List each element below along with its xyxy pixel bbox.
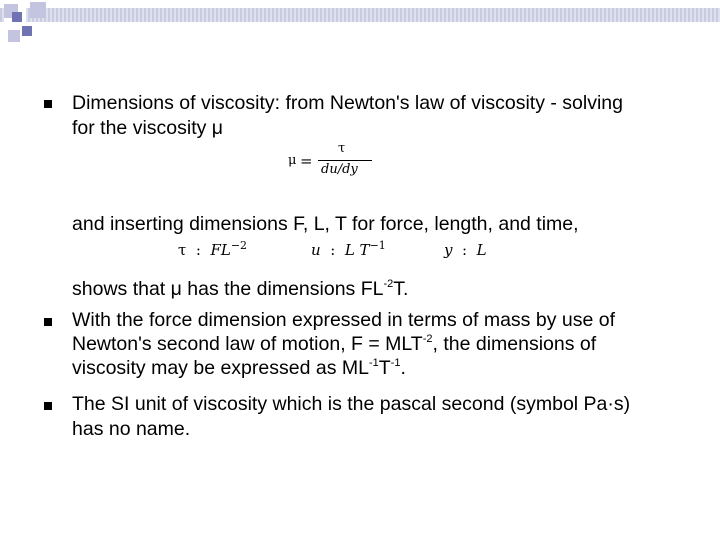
shows-that-exp: -2: [383, 277, 394, 290]
tau-colon: :: [195, 241, 201, 259]
shows-that-before: shows that μ has the dimensions FL: [72, 278, 384, 300]
tau-dimension: [178, 241, 247, 259]
u-symbol: u: [311, 241, 321, 259]
viscosity-expr-text: viscosity may be expressed as ML: [72, 357, 369, 379]
bullet-3-line-1: The SI unit of viscosity which is the pascal second (symbol Pa·s): [72, 393, 631, 415]
inserting-dimensions-text: and inserting dimensions F, L, T for force, length, and time,: [72, 213, 579, 235]
bullet-marker: [44, 100, 52, 108]
bullet-2-line-3: [72, 357, 406, 380]
bullet-1-line-2: for the viscosity μ: [72, 117, 224, 139]
denominator-text: du/dy: [321, 162, 358, 177]
equation-numerator: τ: [338, 141, 346, 156]
viscosity-exp-1: -1: [368, 356, 379, 369]
equation-denominator: [321, 162, 358, 177]
y-base: L: [476, 241, 487, 259]
bullet-3-line-2: has no name.: [72, 418, 191, 440]
u-colon: :: [330, 241, 336, 259]
y-symbol: y: [444, 241, 453, 259]
u-exp: −1: [369, 239, 386, 252]
tau-symbol: τ: [178, 241, 187, 259]
shows-that-text: [72, 278, 408, 301]
newton-exp: -2: [422, 332, 433, 345]
bullet-2-line-1: With the force dimension expressed in terms of mass by use of: [72, 309, 615, 331]
tau-exp: −2: [230, 239, 248, 252]
viscosity-exp-2: -1: [390, 356, 401, 369]
viscosity-end: .: [400, 357, 406, 379]
u-base: L T: [344, 241, 370, 259]
y-colon: :: [462, 241, 468, 259]
bullet-1-line-1: Dimensions of viscosity: from Newton's law of viscosity - solving: [72, 92, 623, 114]
newton-text-before: Newton's second law of motion, F = MLT: [72, 333, 423, 355]
y-dimension: [444, 241, 487, 259]
equation-lhs: μ: [288, 153, 297, 168]
newton-text-after: , the dimensions of: [432, 333, 597, 355]
tau-base: FL: [210, 241, 231, 259]
u-dimension: [311, 241, 386, 259]
viscosity-mid: T: [378, 357, 391, 379]
bullet-marker: [44, 318, 52, 326]
equation-equals: =: [300, 152, 313, 170]
bullet-marker: [44, 402, 52, 410]
shows-that-after: T.: [393, 278, 409, 300]
fraction-bar: [318, 160, 372, 161]
bullet-2-line-2: [72, 333, 596, 356]
